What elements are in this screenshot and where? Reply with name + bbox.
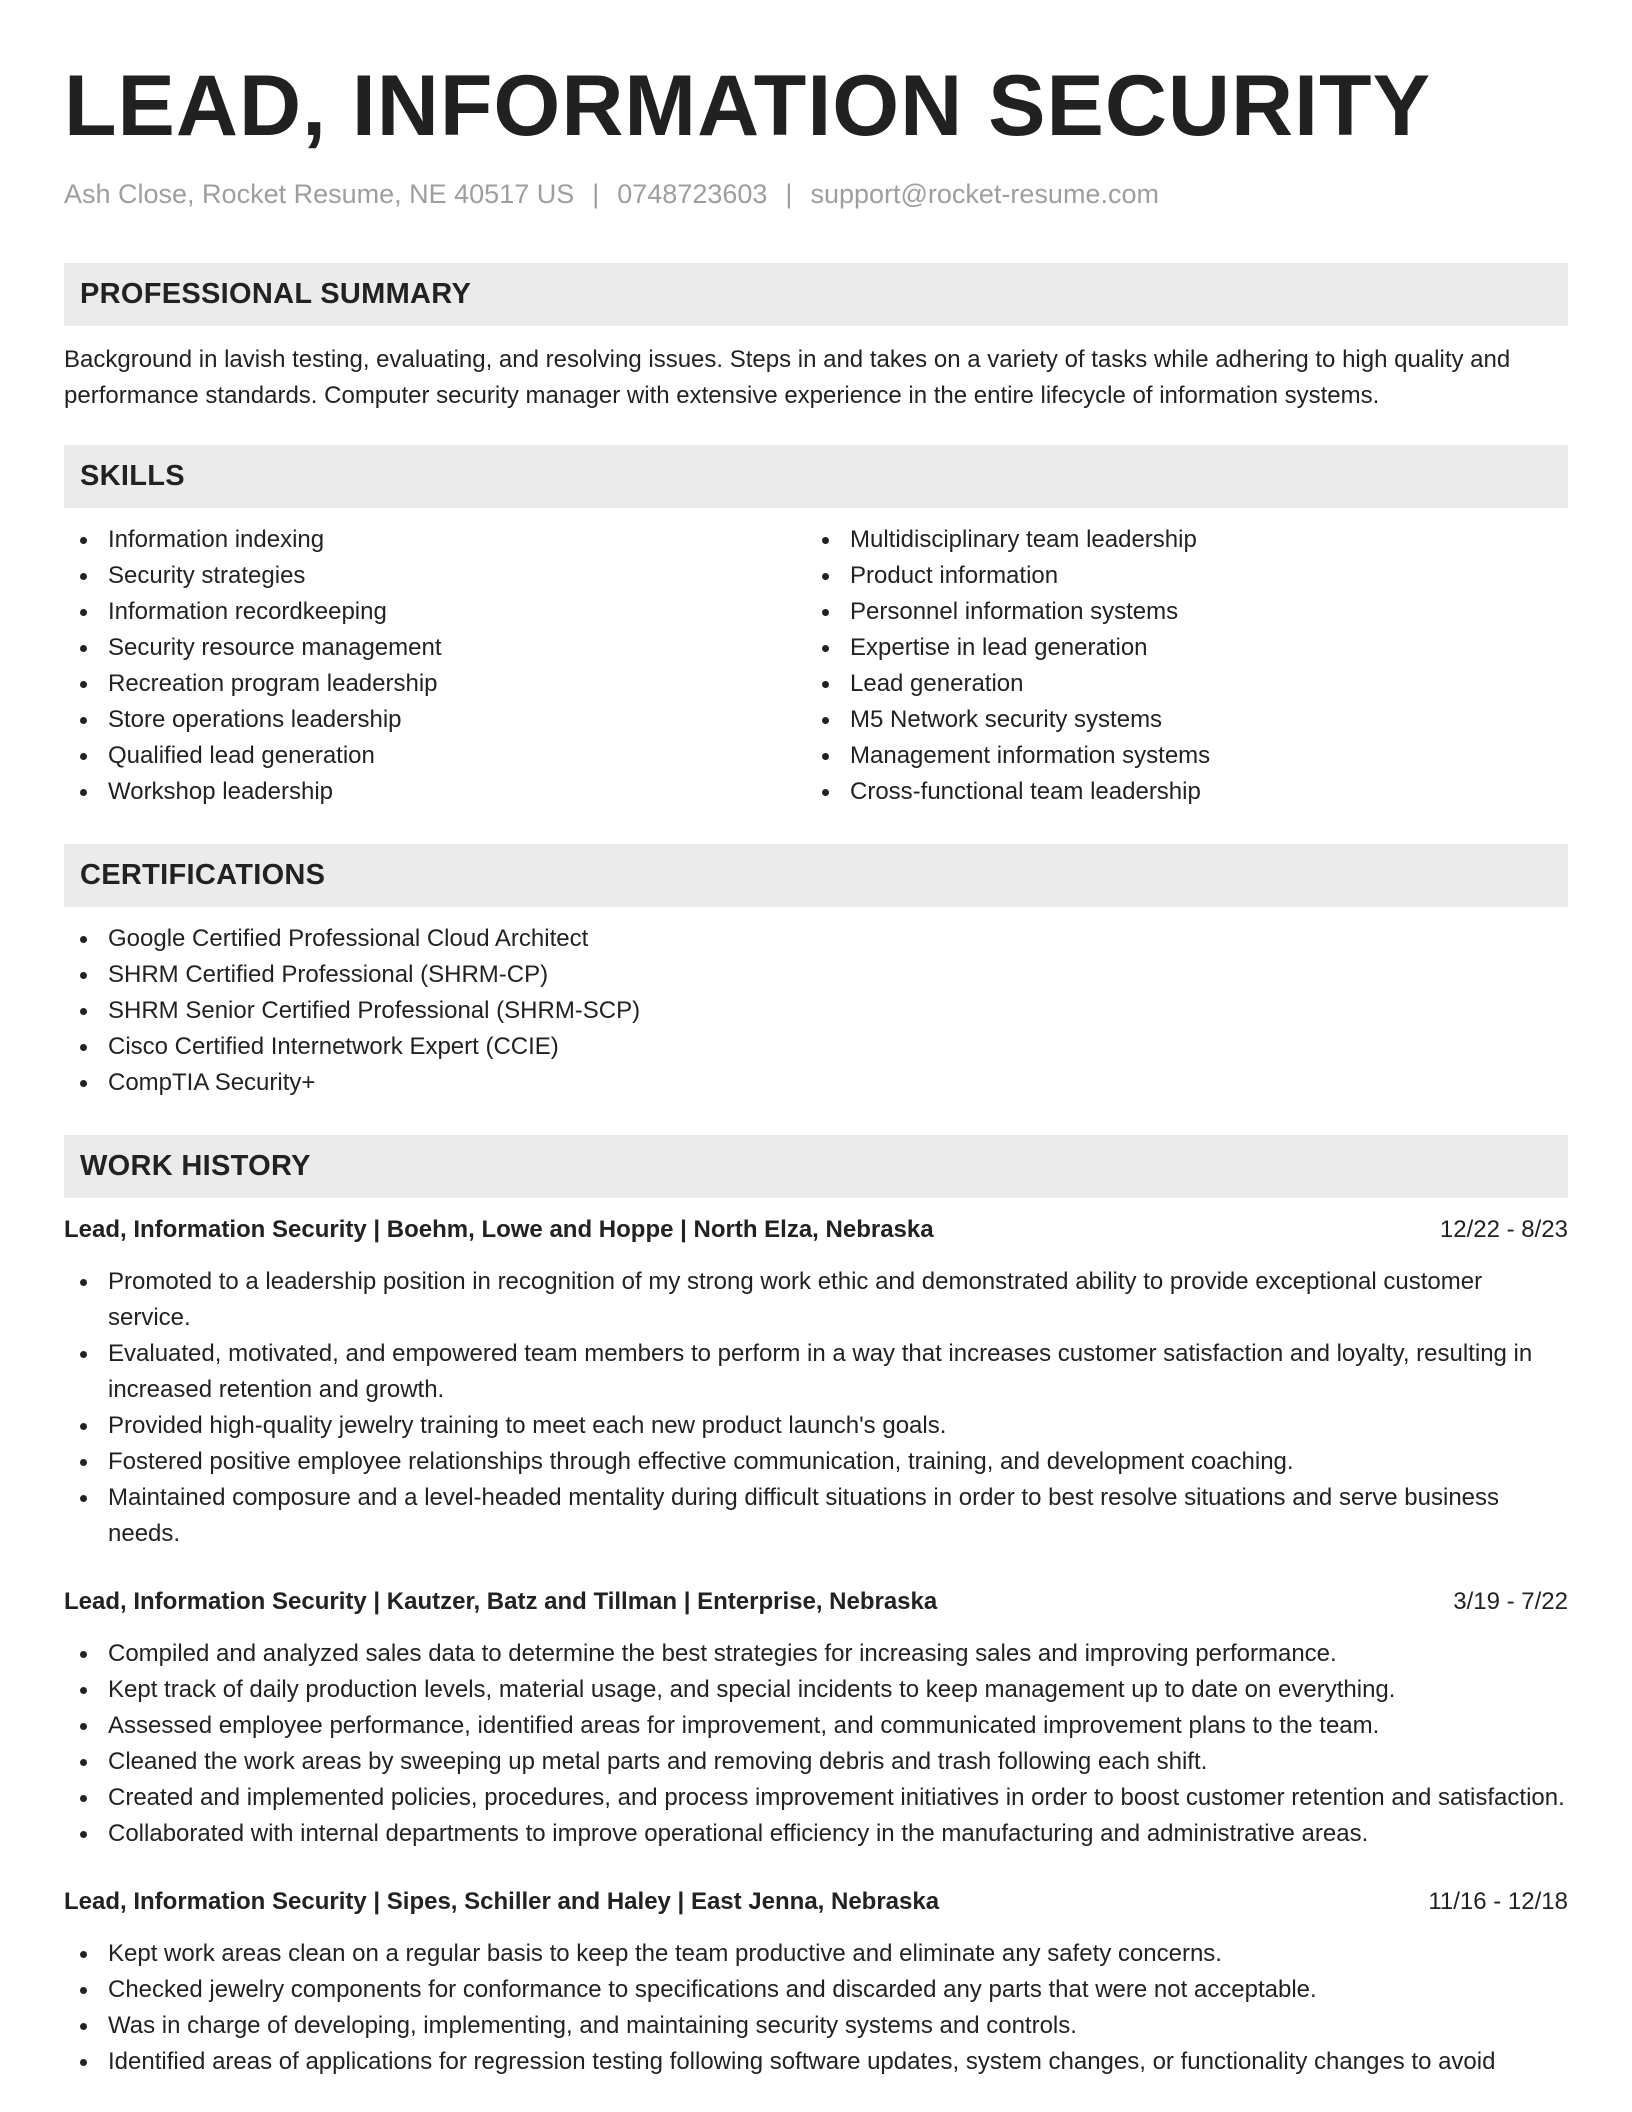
job-bullet: Promoted to a leadership position in recognition of my strong work ethic and demonstrated ability to provide exceptional customer service. bbox=[64, 1264, 1568, 1336]
resume-name: LEAD, INFORMATION SECURITY bbox=[64, 58, 1431, 154]
job-bullet: Cleaned the work areas by sweeping up metal parts and removing debris and trash following each shift. bbox=[64, 1744, 1568, 1780]
contact-email: support@rocket-resume.com bbox=[810, 179, 1159, 209]
job-dates: 11/16 - 12/18 bbox=[1428, 1888, 1568, 1915]
certification-item: Cisco Certified Internetwork Expert (CCIE) bbox=[64, 1029, 1568, 1065]
skill-item: Personnel information systems bbox=[806, 594, 1548, 630]
section-title-summary: PROFESSIONAL SUMMARY bbox=[80, 278, 472, 310]
skill-item: Information recordkeeping bbox=[64, 594, 806, 630]
job-bullet: Was in charge of developing, implementing, and maintaining security systems and controls. bbox=[64, 2008, 1568, 2044]
job-bullet: Evaluated, motivated, and empowered team members to perform in a way that increases customer satisfaction and loyalty, resulting in increased retention and growth. bbox=[64, 1336, 1568, 1408]
job-title: Lead, Information Security | Sipes, Schiller and Haley | East Jenna, Nebraska bbox=[64, 1888, 940, 1915]
skill-item: M5 Network security systems bbox=[806, 702, 1548, 738]
job-entry bbox=[64, 1884, 1568, 2080]
section-header-skills bbox=[64, 445, 1568, 508]
skill-item: Information indexing bbox=[64, 522, 806, 558]
job-bullet: Maintained composure and a level-headed mentality during difficult situations in order to best resolve situations and serve business needs. bbox=[64, 1480, 1568, 1552]
job-bullets bbox=[64, 1264, 1568, 1552]
skill-item: Recreation program leadership bbox=[64, 666, 806, 702]
job-bullet: Identified areas of applications for regression testing following software updates, system changes, or functionality changes to avoid bbox=[64, 2044, 1568, 2080]
job-bullets bbox=[64, 1636, 1568, 1852]
job-bullet: Provided high-quality jewelry training to meet each new product launch's goals. bbox=[64, 1408, 1568, 1444]
job-entry bbox=[64, 1584, 1568, 1852]
skill-item: Multidisciplinary team leadership bbox=[806, 522, 1548, 558]
skills-list-right bbox=[806, 522, 1548, 810]
skill-item: Lead generation bbox=[806, 666, 1548, 702]
job-title: Lead, Information Security | Kautzer, Batz and Tillman | Enterprise, Nebraska bbox=[64, 1588, 938, 1615]
job-bullet: Created and implemented policies, procedures, and process improvement initiatives in order to boost customer retention and satisfaction. bbox=[64, 1780, 1568, 1816]
resume-page bbox=[64, 0, 1568, 2080]
skill-item: Store operations leadership bbox=[64, 702, 806, 738]
job-header bbox=[64, 1884, 1568, 1920]
skills-list-left bbox=[64, 522, 806, 810]
job-bullet: Kept work areas clean on a regular basis to keep the team productive and eliminate any safety concerns. bbox=[64, 1936, 1568, 1972]
certifications-list bbox=[64, 921, 1568, 1101]
job-bullet: Kept track of daily production levels, material usage, and special incidents to keep management up to date on everything. bbox=[64, 1672, 1568, 1708]
job-header bbox=[64, 1584, 1568, 1620]
section-title-certifications: CERTIFICATIONS bbox=[80, 859, 326, 891]
contact-line bbox=[64, 176, 1568, 212]
skill-item: Expertise in lead generation bbox=[806, 630, 1548, 666]
job-bullet: Checked jewelry components for conformance to specifications and discarded any parts that were not acceptable. bbox=[64, 1972, 1568, 2008]
job-bullet: Collaborated with internal departments to improve operational efficiency in the manufacturing and administrative areas. bbox=[64, 1816, 1568, 1852]
skill-item: Security resource management bbox=[64, 630, 806, 666]
skill-item: Workshop leadership bbox=[64, 774, 806, 810]
skills-grid bbox=[64, 522, 1568, 810]
section-header-summary bbox=[64, 263, 1568, 326]
section-header-certifications bbox=[64, 844, 1568, 907]
certification-item: CompTIA Security+ bbox=[64, 1065, 1568, 1101]
job-bullet: Compiled and analyzed sales data to determine the best strategies for increasing sales and improving performance. bbox=[64, 1636, 1568, 1672]
job-entry bbox=[64, 1212, 1568, 1552]
job-header bbox=[64, 1212, 1568, 1248]
job-title: Lead, Information Security | Boehm, Lowe and Hoppe | North Elza, Nebraska bbox=[64, 1216, 934, 1243]
job-bullets bbox=[64, 1936, 1568, 2080]
job-dates: 12/22 - 8/23 bbox=[1439, 1216, 1568, 1243]
contact-separator: | bbox=[592, 179, 600, 209]
skill-item: Product information bbox=[806, 558, 1548, 594]
contact-phone: 0748723603 bbox=[617, 179, 768, 209]
summary-text: Background in lavish testing, evaluating, and resolving issues. Steps in and takes on a variety of tasks while adhering to high quality and performance standards. Computer security manager with extensive experience in the entire lifecycle of information systems. bbox=[64, 346, 1511, 409]
certification-item: SHRM Senior Certified Professional (SHRM-SCP) bbox=[64, 993, 1568, 1029]
certification-item: Google Certified Professional Cloud Architect bbox=[64, 921, 1568, 957]
section-header-work-history bbox=[64, 1135, 1568, 1198]
section-title-skills: SKILLS bbox=[80, 460, 185, 492]
job-dates: 3/19 - 7/22 bbox=[1453, 1588, 1568, 1615]
skill-item: Management information systems bbox=[806, 738, 1548, 774]
contact-separator: | bbox=[785, 179, 793, 209]
contact-address: Ash Close, Rocket Resume, NE 40517 US bbox=[64, 179, 575, 209]
certification-item: SHRM Certified Professional (SHRM-CP) bbox=[64, 957, 1568, 993]
section-title-work-history: WORK HISTORY bbox=[80, 1150, 311, 1182]
skill-item: Security strategies bbox=[64, 558, 806, 594]
skill-item: Cross-functional team leadership bbox=[806, 774, 1548, 810]
job-bullet: Fostered positive employee relationships through effective communication, training, and development coaching. bbox=[64, 1444, 1568, 1480]
job-bullet: Assessed employee performance, identified areas for improvement, and communicated improvement plans to the team. bbox=[64, 1708, 1568, 1744]
skill-item: Qualified lead generation bbox=[64, 738, 806, 774]
